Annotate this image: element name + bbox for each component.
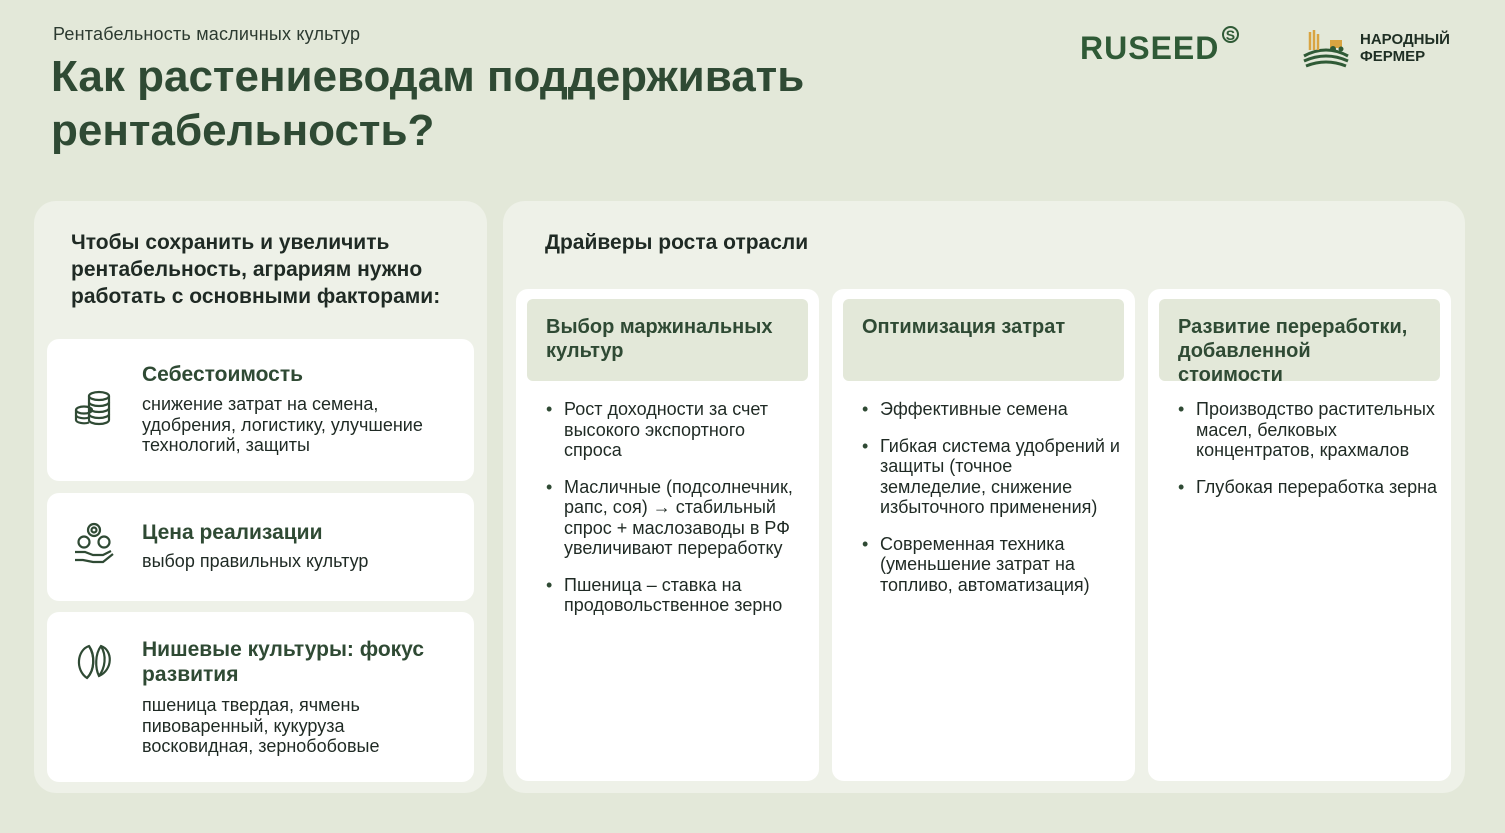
driver-card-costs bbox=[832, 289, 1135, 781]
drivers-heading: Драйверы роста отрасли bbox=[545, 231, 809, 254]
list-item: • Масличные (подсолнечник, рапс, соя) → стабильный спрос + маслозаводы в РФ увеличивают переработку bbox=[546, 477, 806, 559]
ruseed-logo bbox=[1080, 26, 1237, 67]
driver-list bbox=[1178, 399, 1438, 513]
list-item: • Рост доходности за счет высокого экспортного спроса bbox=[546, 399, 806, 461]
list-item: • Гибкая система удобрений и защиты (точное земледелие, снижение избыточного применения) bbox=[862, 436, 1122, 518]
driver-card-crops bbox=[516, 289, 819, 781]
driver-title: Выбор маржинальных культур bbox=[527, 299, 808, 381]
ruseed-logo-text: RUSEED bbox=[1080, 30, 1220, 66]
driver-card-processing bbox=[1148, 289, 1451, 781]
factor-desc: пшеница твердая, ячмень пивоваренный, кукуруза восковидная, зернобобовые bbox=[142, 695, 380, 756]
factor-card-cost bbox=[47, 339, 474, 481]
ruseed-logo-mark: S bbox=[1222, 26, 1239, 43]
driver-title: Оптимизация затрат bbox=[843, 299, 1124, 381]
coins-stack-icon bbox=[73, 388, 115, 430]
factor-title: Цена реализации bbox=[142, 521, 323, 544]
page-title: Как растениеводам поддерживать рентабельность? bbox=[51, 52, 805, 155]
farm-field-icon bbox=[1300, 26, 1352, 70]
factor-card-niche bbox=[47, 612, 474, 782]
factors-intro: Чтобы сохранить и увеличить рентабельность, аграриям нужно работать с основными факторами: bbox=[71, 231, 441, 308]
factors-panel bbox=[34, 201, 487, 793]
factor-desc: снижение затрат на семена, удобрения, логистику, улучшение технологий, защиты bbox=[142, 394, 423, 455]
factor-desc: выбор правильных культур bbox=[142, 551, 369, 571]
page-subtitle: Рентабельность масличных культур bbox=[53, 24, 361, 44]
list-item: • Эффективные семена bbox=[862, 399, 1122, 420]
coins-hand-icon bbox=[73, 522, 115, 564]
factor-card-price bbox=[47, 493, 474, 601]
logo-farmer-line2: ФЕРМЕР bbox=[1360, 48, 1426, 65]
drivers-panel bbox=[503, 201, 1465, 793]
logo-farmer-line1: НАРОДНЫЙ bbox=[1360, 31, 1450, 48]
driver-list bbox=[862, 399, 1122, 611]
list-item: • Глубокая переработка зерна bbox=[1178, 477, 1438, 498]
driver-list bbox=[546, 399, 806, 632]
factor-title: Нишевые культуры: фокус развития bbox=[142, 638, 425, 686]
narodny-fermer-logo bbox=[1300, 26, 1450, 70]
seed-icon bbox=[73, 640, 115, 682]
list-item: • Производство растительных масел, белковых концентратов, крахмалов bbox=[1178, 399, 1438, 461]
list-item: • Современная техника (уменьшение затрат на топливо, автоматизация) bbox=[862, 534, 1122, 596]
factor-title: Себестоимость bbox=[142, 363, 304, 386]
list-item: • Пшеница – ставка на продовольственное зерно bbox=[546, 575, 806, 616]
driver-title: Развитие переработки, добавленной стоимости bbox=[1159, 299, 1440, 381]
